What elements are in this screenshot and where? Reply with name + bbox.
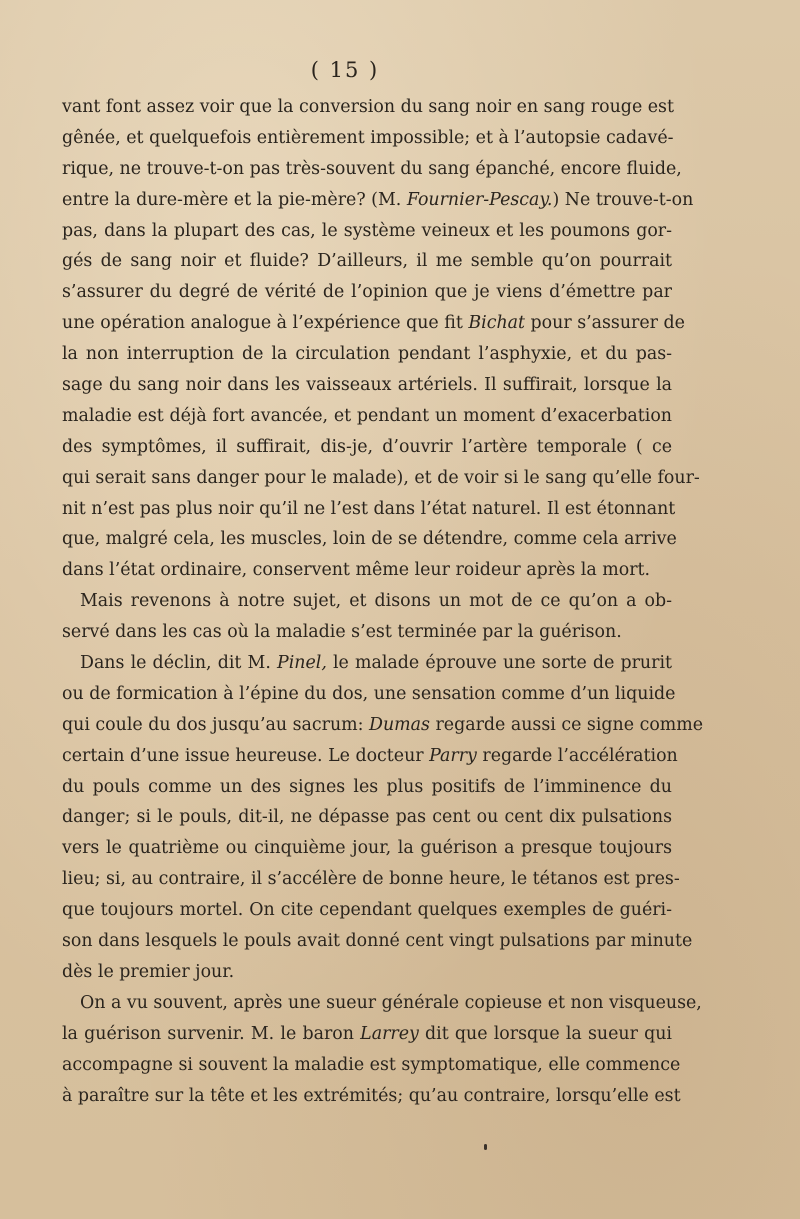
text-line xyxy=(62,370,672,401)
text-run: nit n’est pas plus noir qu’il ne l’est dans l’état naturel. Il est étonnant xyxy=(62,498,676,519)
text-line xyxy=(62,555,672,586)
text-run: regarde aussi ce signe comme xyxy=(429,714,704,735)
italic-name: Bichat xyxy=(468,313,526,334)
text-run: la non interruption de la circulation pendant l’asphyxie, et du pas- xyxy=(62,344,672,365)
text-run: qui serait sans danger pour le malade), et de voir si le sang qu’elle four- xyxy=(62,467,700,488)
text-run: la guérison survenir. M. le baron xyxy=(62,1023,361,1044)
text-run: pour s’assurer de xyxy=(525,313,685,334)
text-line xyxy=(62,926,693,957)
text-line xyxy=(62,1050,681,1081)
text-run: une opération analogue à l’expérience que fit xyxy=(62,313,469,334)
text-line xyxy=(62,185,694,216)
text-run: des symptômes, il suffirait, dis-je, d’ouvrir l’artère temporale ( ce xyxy=(62,436,672,457)
text-line xyxy=(62,432,672,463)
text-run: dans l’état ordinaire, conservent même leur roideur après la mort. xyxy=(62,560,651,581)
text-run: dit que lorsque la sueur qui xyxy=(418,1023,672,1044)
text-run: lieu; si, au contraire, il s’accélère de bonne heure, le tétanos est pres- xyxy=(62,869,680,890)
text-run: sage du sang noir dans les vaisseaux artériels. Il suffirait, lorsque la xyxy=(62,375,672,396)
italic-name: Dumas xyxy=(369,714,430,735)
text-line xyxy=(62,154,682,185)
text-run: maladie est déjà fort avancée, et pendant un moment d’exacerbation xyxy=(62,405,672,426)
text-line xyxy=(62,710,704,741)
text-line xyxy=(62,463,700,494)
text-run: entre la dure-mère et la pie-mère? (M. xyxy=(62,189,407,210)
text-line xyxy=(62,494,676,525)
text-line xyxy=(62,246,672,277)
text-line xyxy=(62,957,672,988)
text-run: vant font assez voir que la conversion du sang noir en sang rouge est xyxy=(62,97,674,117)
text-line xyxy=(62,833,672,864)
text-line xyxy=(62,1081,681,1112)
text-line xyxy=(62,864,680,895)
text-line xyxy=(62,1019,672,1050)
text-line xyxy=(62,648,672,679)
text-line xyxy=(62,524,677,555)
italic-name: Pinel, xyxy=(277,653,327,674)
text-run: accompagne si souvent la maladie est symptomatique, elle commence xyxy=(62,1054,681,1075)
text-run: dès le premier jour. xyxy=(62,961,235,982)
text-line xyxy=(62,401,672,432)
text-run: rique, ne trouve-t-on pas très-souvent du sang épanché, encore fluide, xyxy=(62,158,682,179)
text-line xyxy=(62,308,685,339)
italic-name: Larrey xyxy=(360,1023,419,1044)
text-line xyxy=(62,772,672,803)
text-line xyxy=(62,741,678,772)
text-line xyxy=(62,679,676,710)
text-line xyxy=(62,339,672,370)
text-line xyxy=(62,277,672,308)
text-run: le malade éprouve une sorte de prurit xyxy=(326,653,672,674)
text-run: gênée, et quelquefois entièrement impossible; et à l’autopsie cadavé- xyxy=(62,127,674,148)
text-run: son dans lesquels le pouls avait donné cent vingt pulsations par minute xyxy=(62,931,693,952)
text-line xyxy=(62,92,672,123)
text-run: du pouls comme un des signes les plus positifs de l’imminence du xyxy=(62,776,672,797)
text-line xyxy=(62,802,672,833)
page-number: ( 15 ) xyxy=(310,58,380,82)
text-run: que, malgré cela, les muscles, loin de se détendre, comme cela arrive xyxy=(62,529,677,550)
text-run: à paraître sur la tête et les extrémités; qu’au contraire, lorsqu’elle est xyxy=(62,1085,681,1106)
text-line xyxy=(62,617,672,648)
text-run: que toujours mortel. On cite cependant quelques exemples de guéri- xyxy=(62,900,672,921)
text-run: gés de sang noir et fluide? D’ailleurs, il me semble qu’on pourrait xyxy=(62,251,672,272)
text-run: danger; si le pouls, dit-il, ne dépasse pas cent ou cent dix pulsations xyxy=(62,807,672,828)
text-run: servé dans les cas où la maladie s’est terminée par la guérison. xyxy=(62,622,622,643)
text-run: ou de formication à l’épine du dos, une sensation comme d’un liquide xyxy=(62,683,676,704)
body-text xyxy=(62,92,704,1111)
ink-speck xyxy=(484,1144,487,1150)
text-line xyxy=(62,216,672,247)
text-run: qui coule du dos jusqu’au sacrum: xyxy=(62,714,370,735)
text-run: Dans le déclin, dit M. xyxy=(80,653,277,674)
text-run: On a vu souvent, après une sueur générale copieuse et non visqueuse, xyxy=(80,992,702,1013)
text-run: pas, dans la plupart des cas, le système veineux et les poumons gor- xyxy=(62,220,672,241)
text-line xyxy=(62,895,672,926)
italic-name: Parry xyxy=(429,745,477,766)
text-run: s’assurer du degré de vérité de l’opinion que je viens d’émettre par xyxy=(62,282,672,303)
text-run: Mais revenons à notre sujet, et disons un mot de ce qu’on a ob- xyxy=(80,591,672,612)
text-run: certain d’une issue heureuse. Le docteur xyxy=(62,745,430,766)
italic-name: Fournier-Pescay. xyxy=(406,189,553,210)
text-run: regarde l’accélération xyxy=(476,745,678,766)
text-line xyxy=(62,988,702,1019)
text-line xyxy=(62,123,672,154)
text-run: ) Ne trouve-t-on xyxy=(552,189,694,210)
text-line xyxy=(62,586,672,617)
text-run: vers le quatrième ou cinquième jour, la guérison a presque toujours xyxy=(62,838,672,859)
